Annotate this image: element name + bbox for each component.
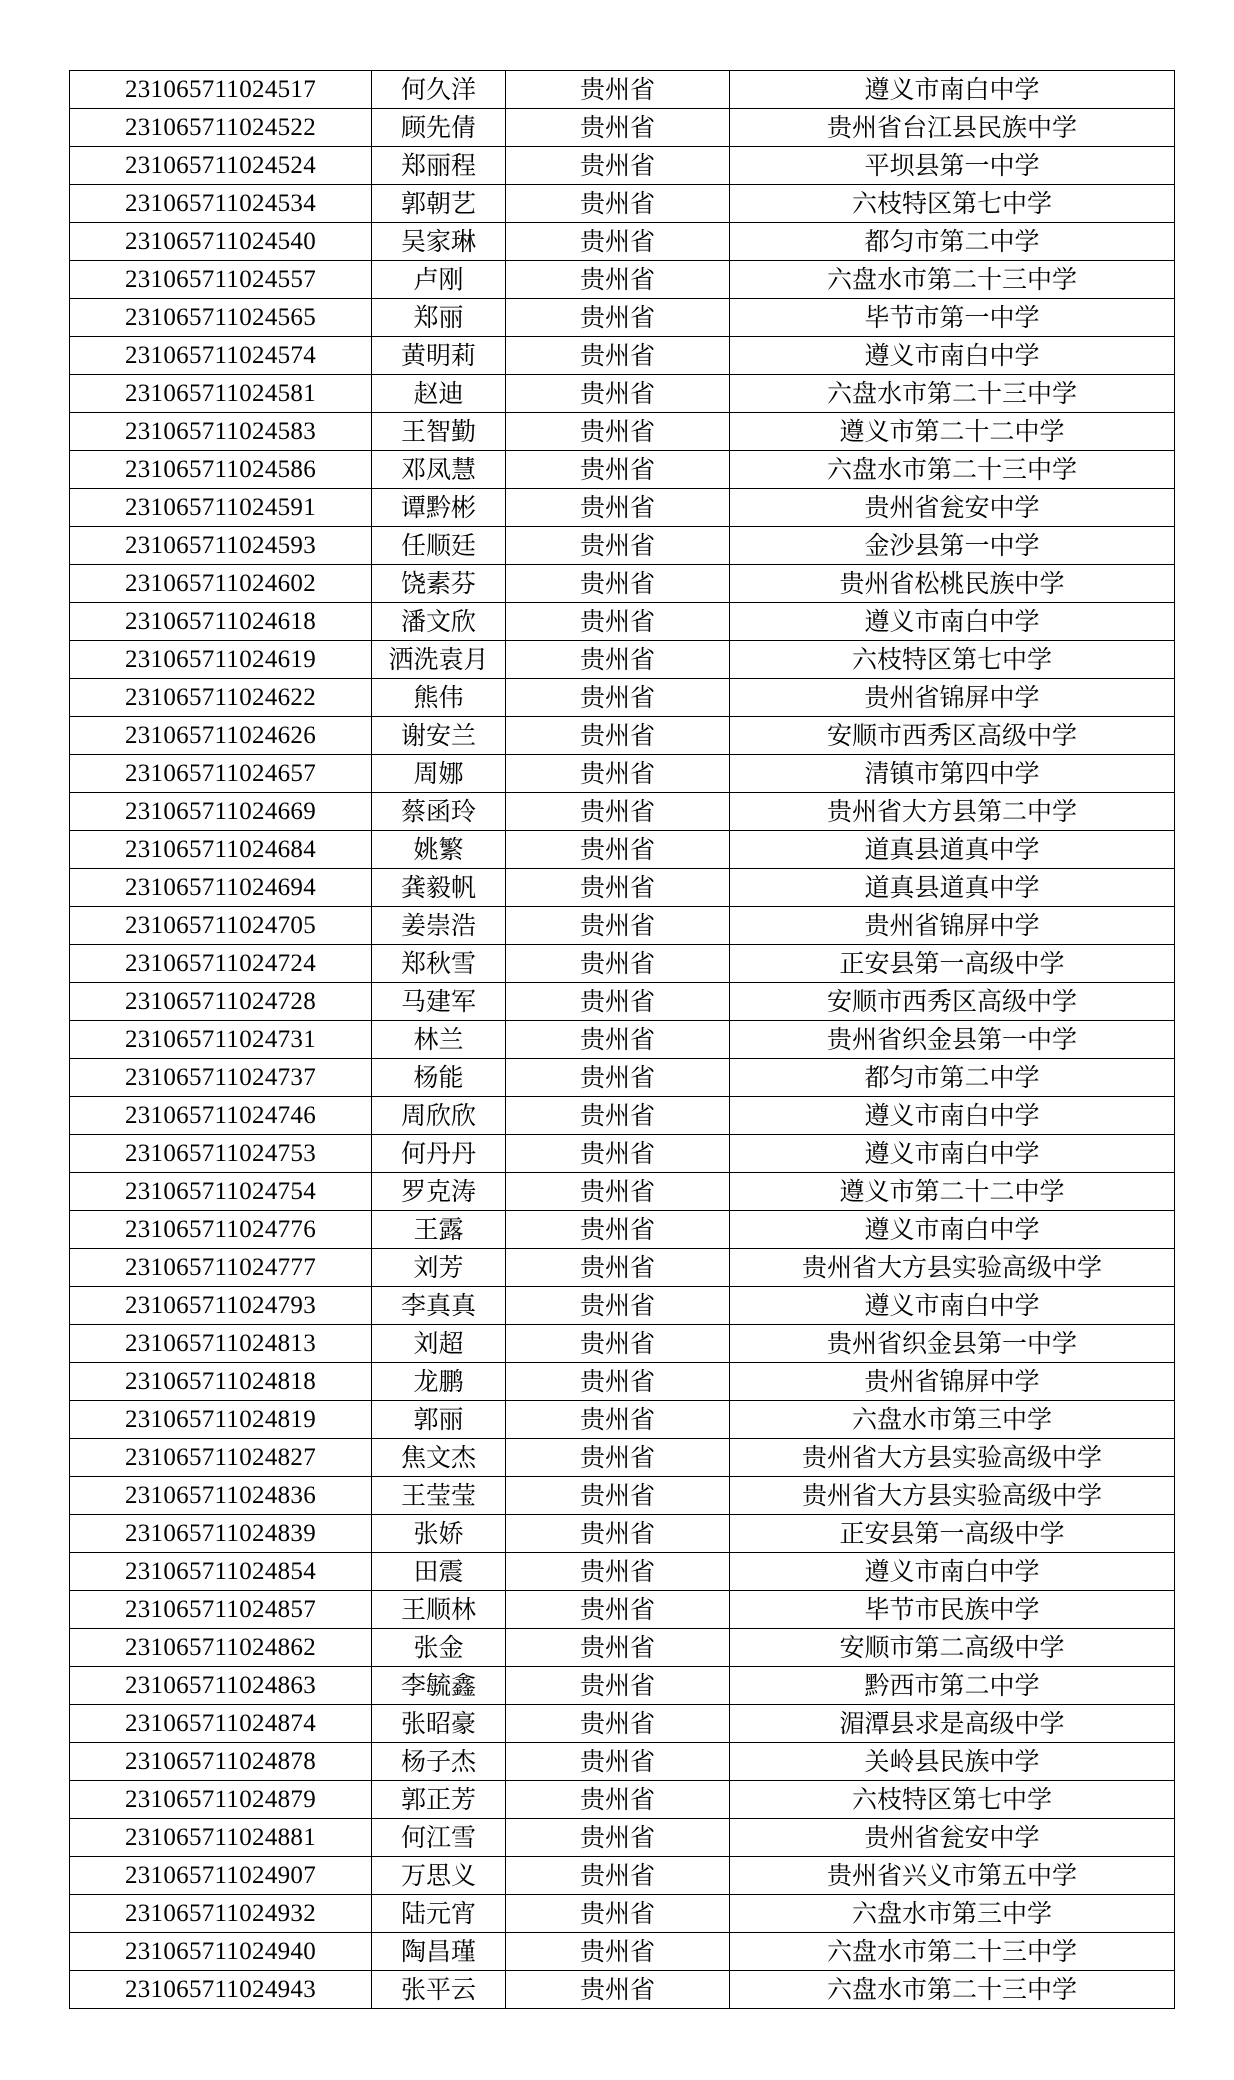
student-name-cell: 王顺林: [372, 1591, 506, 1629]
table-row: [70, 1515, 1175, 1553]
province-cell: 贵州省: [506, 1325, 730, 1363]
student-name-cell: 陶昌瑾: [372, 1933, 506, 1971]
candidate-id-cell: 231065711024586: [70, 451, 372, 489]
student-name-cell: 龙鹏: [372, 1363, 506, 1401]
school-name-cell: 道真县道真中学: [730, 831, 1175, 869]
school-name-cell: 遵义市南白中学: [730, 71, 1175, 109]
table-row: [70, 1895, 1175, 1933]
table-row: [70, 907, 1175, 945]
school-name-cell: 六盘水市第二十三中学: [730, 261, 1175, 299]
province-cell: 贵州省: [506, 1667, 730, 1705]
student-name-cell: 张昭豪: [372, 1705, 506, 1743]
candidate-id-cell: 231065711024737: [70, 1059, 372, 1097]
candidate-id-cell: 231065711024819: [70, 1401, 372, 1439]
province-cell: 贵州省: [506, 603, 730, 641]
school-name-cell: 毕节市第一中学: [730, 299, 1175, 337]
table-row: [70, 1401, 1175, 1439]
student-name-cell: 王莹莹: [372, 1477, 506, 1515]
candidate-id-cell: 231065711024731: [70, 1021, 372, 1059]
province-cell: 贵州省: [506, 337, 730, 375]
roster-table-body: [70, 71, 1175, 2009]
candidate-id-cell: 231065711024932: [70, 1895, 372, 1933]
student-name-cell: 姜崇浩: [372, 907, 506, 945]
candidate-id-cell: 231065711024602: [70, 565, 372, 603]
table-row: [70, 755, 1175, 793]
school-name-cell: 贵州省锦屏中学: [730, 907, 1175, 945]
province-cell: 贵州省: [506, 489, 730, 527]
province-cell: 贵州省: [506, 527, 730, 565]
table-row: [70, 793, 1175, 831]
school-name-cell: 贵州省大方县实验高级中学: [730, 1477, 1175, 1515]
table-row: [70, 1439, 1175, 1477]
table-row: [70, 869, 1175, 907]
province-cell: 贵州省: [506, 185, 730, 223]
school-name-cell: 贵州省兴义市第五中学: [730, 1857, 1175, 1895]
candidate-id-cell: 231065711024593: [70, 527, 372, 565]
province-cell: 贵州省: [506, 1857, 730, 1895]
school-name-cell: 毕节市民族中学: [730, 1591, 1175, 1629]
school-name-cell: 都匀市第二中学: [730, 1059, 1175, 1097]
province-cell: 贵州省: [506, 1401, 730, 1439]
table-row: [70, 1287, 1175, 1325]
table-row: [70, 299, 1175, 337]
student-name-cell: 郭正芳: [372, 1781, 506, 1819]
student-name-cell: 焦文杰: [372, 1439, 506, 1477]
school-name-cell: 六盘水市第二十三中学: [730, 375, 1175, 413]
student-name-cell: 饶素芬: [372, 565, 506, 603]
candidate-id-cell: 231065711024524: [70, 147, 372, 185]
table-row: [70, 603, 1175, 641]
student-name-cell: 刘超: [372, 1325, 506, 1363]
school-name-cell: 贵州省大方县第二中学: [730, 793, 1175, 831]
student-name-cell: 刘芳: [372, 1249, 506, 1287]
table-row: [70, 717, 1175, 755]
table-row: [70, 679, 1175, 717]
student-name-cell: 郑丽程: [372, 147, 506, 185]
candidate-id-cell: 231065711024854: [70, 1553, 372, 1591]
school-name-cell: 安顺市西秀区高级中学: [730, 717, 1175, 755]
province-cell: 贵州省: [506, 413, 730, 451]
school-name-cell: 贵州省织金县第一中学: [730, 1325, 1175, 1363]
province-cell: 贵州省: [506, 755, 730, 793]
student-name-cell: 谢安兰: [372, 717, 506, 755]
province-cell: 贵州省: [506, 1895, 730, 1933]
school-name-cell: 六盘水市第三中学: [730, 1895, 1175, 1933]
student-name-cell: 洒洗袁月: [372, 641, 506, 679]
student-name-cell: 何久洋: [372, 71, 506, 109]
province-cell: 贵州省: [506, 1363, 730, 1401]
student-name-cell: 何江雪: [372, 1819, 506, 1857]
candidate-id-cell: 231065711024669: [70, 793, 372, 831]
province-cell: 贵州省: [506, 1819, 730, 1857]
school-name-cell: 六盘水市第二十三中学: [730, 1933, 1175, 1971]
school-name-cell: 遵义市南白中学: [730, 1211, 1175, 1249]
school-name-cell: 安顺市第二高级中学: [730, 1629, 1175, 1667]
candidate-id-cell: 231065711024818: [70, 1363, 372, 1401]
candidate-id-cell: 231065711024694: [70, 869, 372, 907]
table-row: [70, 147, 1175, 185]
province-cell: 贵州省: [506, 1971, 730, 2009]
student-name-cell: 潘文欣: [372, 603, 506, 641]
school-name-cell: 贵州省锦屏中学: [730, 679, 1175, 717]
province-cell: 贵州省: [506, 1705, 730, 1743]
table-row: [70, 1819, 1175, 1857]
school-name-cell: 正安县第一高级中学: [730, 945, 1175, 983]
document-page: [69, 70, 1175, 2009]
table-row: [70, 565, 1175, 603]
province-cell: 贵州省: [506, 1173, 730, 1211]
candidate-id-cell: 231065711024857: [70, 1591, 372, 1629]
school-name-cell: 贵州省大方县实验高级中学: [730, 1439, 1175, 1477]
candidate-id-cell: 231065711024591: [70, 489, 372, 527]
candidate-id-cell: 231065711024557: [70, 261, 372, 299]
school-name-cell: 遵义市南白中学: [730, 1553, 1175, 1591]
candidate-id-cell: 231065711024754: [70, 1173, 372, 1211]
candidate-id-cell: 231065711024618: [70, 603, 372, 641]
candidate-id-cell: 231065711024583: [70, 413, 372, 451]
table-row: [70, 109, 1175, 147]
table-row: [70, 185, 1175, 223]
candidate-id-cell: 231065711024619: [70, 641, 372, 679]
table-row: [70, 1059, 1175, 1097]
student-name-cell: 姚繁: [372, 831, 506, 869]
school-name-cell: 遵义市南白中学: [730, 1135, 1175, 1173]
school-name-cell: 六枝特区第七中学: [730, 1781, 1175, 1819]
candidate-id-cell: 231065711024813: [70, 1325, 372, 1363]
candidate-id-cell: 231065711024522: [70, 109, 372, 147]
school-name-cell: 湄潭县求是高级中学: [730, 1705, 1175, 1743]
school-name-cell: 六枝特区第七中学: [730, 641, 1175, 679]
student-name-cell: 任顺廷: [372, 527, 506, 565]
province-cell: 贵州省: [506, 1249, 730, 1287]
province-cell: 贵州省: [506, 1211, 730, 1249]
school-name-cell: 黔西市第二中学: [730, 1667, 1175, 1705]
school-name-cell: 贵州省瓮安中学: [730, 489, 1175, 527]
province-cell: 贵州省: [506, 1477, 730, 1515]
student-name-cell: 龚毅帆: [372, 869, 506, 907]
student-name-cell: 何丹丹: [372, 1135, 506, 1173]
student-name-cell: 郭朝艺: [372, 185, 506, 223]
school-name-cell: 遵义市第二十二中学: [730, 1173, 1175, 1211]
student-name-cell: 万思义: [372, 1857, 506, 1895]
school-name-cell: 遵义市南白中学: [730, 603, 1175, 641]
student-name-cell: 杨子杰: [372, 1743, 506, 1781]
candidate-id-cell: 231065711024839: [70, 1515, 372, 1553]
school-name-cell: 遵义市第二十二中学: [730, 413, 1175, 451]
student-name-cell: 王智勤: [372, 413, 506, 451]
table-row: [70, 375, 1175, 413]
candidate-id-cell: 231065711024705: [70, 907, 372, 945]
table-row: [70, 1971, 1175, 2009]
student-name-cell: 谭黔彬: [372, 489, 506, 527]
candidate-id-cell: 231065711024657: [70, 755, 372, 793]
table-row: [70, 71, 1175, 109]
table-row: [70, 1591, 1175, 1629]
student-name-cell: 陆元宵: [372, 1895, 506, 1933]
province-cell: 贵州省: [506, 1629, 730, 1667]
roster-table: [69, 70, 1175, 2009]
province-cell: 贵州省: [506, 1097, 730, 1135]
province-cell: 贵州省: [506, 641, 730, 679]
candidate-id-cell: 231065711024879: [70, 1781, 372, 1819]
candidate-id-cell: 231065711024878: [70, 1743, 372, 1781]
province-cell: 贵州省: [506, 223, 730, 261]
student-name-cell: 田震: [372, 1553, 506, 1591]
province-cell: 贵州省: [506, 71, 730, 109]
table-row: [70, 1021, 1175, 1059]
province-cell: 贵州省: [506, 451, 730, 489]
table-row: [70, 1173, 1175, 1211]
candidate-id-cell: 231065711024827: [70, 1439, 372, 1477]
student-name-cell: 李毓鑫: [372, 1667, 506, 1705]
province-cell: 贵州省: [506, 147, 730, 185]
province-cell: 贵州省: [506, 983, 730, 1021]
province-cell: 贵州省: [506, 1287, 730, 1325]
student-name-cell: 杨能: [372, 1059, 506, 1097]
table-row: [70, 489, 1175, 527]
table-row: [70, 261, 1175, 299]
candidate-id-cell: 231065711024517: [70, 71, 372, 109]
student-name-cell: 林兰: [372, 1021, 506, 1059]
student-name-cell: 吴家琳: [372, 223, 506, 261]
province-cell: 贵州省: [506, 1553, 730, 1591]
candidate-id-cell: 231065711024724: [70, 945, 372, 983]
province-cell: 贵州省: [506, 1743, 730, 1781]
candidate-id-cell: 231065711024540: [70, 223, 372, 261]
candidate-id-cell: 231065711024836: [70, 1477, 372, 1515]
province-cell: 贵州省: [506, 679, 730, 717]
province-cell: 贵州省: [506, 1059, 730, 1097]
table-row: [70, 337, 1175, 375]
table-row: [70, 413, 1175, 451]
province-cell: 贵州省: [506, 565, 730, 603]
student-name-cell: 邓凤慧: [372, 451, 506, 489]
candidate-id-cell: 231065711024881: [70, 1819, 372, 1857]
candidate-id-cell: 231065711024874: [70, 1705, 372, 1743]
province-cell: 贵州省: [506, 1781, 730, 1819]
student-name-cell: 熊伟: [372, 679, 506, 717]
table-row: [70, 1553, 1175, 1591]
candidate-id-cell: 231065711024863: [70, 1667, 372, 1705]
candidate-id-cell: 231065711024574: [70, 337, 372, 375]
school-name-cell: 遵义市南白中学: [730, 1287, 1175, 1325]
student-name-cell: 周娜: [372, 755, 506, 793]
table-row: [70, 831, 1175, 869]
school-name-cell: 正安县第一高级中学: [730, 1515, 1175, 1553]
province-cell: 贵州省: [506, 1439, 730, 1477]
school-name-cell: 贵州省大方县实验高级中学: [730, 1249, 1175, 1287]
province-cell: 贵州省: [506, 907, 730, 945]
province-cell: 贵州省: [506, 109, 730, 147]
candidate-id-cell: 231065711024776: [70, 1211, 372, 1249]
candidate-id-cell: 231065711024753: [70, 1135, 372, 1173]
table-row: [70, 1097, 1175, 1135]
student-name-cell: 马建军: [372, 983, 506, 1021]
province-cell: 贵州省: [506, 1933, 730, 1971]
table-row: [70, 223, 1175, 261]
student-name-cell: 李真真: [372, 1287, 506, 1325]
table-row: [70, 1667, 1175, 1705]
school-name-cell: 六枝特区第七中学: [730, 185, 1175, 223]
school-name-cell: 六盘水市第二十三中学: [730, 1971, 1175, 2009]
school-name-cell: 遵义市南白中学: [730, 337, 1175, 375]
table-row: [70, 527, 1175, 565]
province-cell: 贵州省: [506, 869, 730, 907]
province-cell: 贵州省: [506, 717, 730, 755]
candidate-id-cell: 231065711024684: [70, 831, 372, 869]
candidate-id-cell: 231065711024907: [70, 1857, 372, 1895]
school-name-cell: 道真县道真中学: [730, 869, 1175, 907]
table-row: [70, 1249, 1175, 1287]
student-name-cell: 王露: [372, 1211, 506, 1249]
school-name-cell: 贵州省瓮安中学: [730, 1819, 1175, 1857]
table-row: [70, 1325, 1175, 1363]
student-name-cell: 顾先倩: [372, 109, 506, 147]
table-row: [70, 451, 1175, 489]
province-cell: 贵州省: [506, 793, 730, 831]
candidate-id-cell: 231065711024777: [70, 1249, 372, 1287]
province-cell: 贵州省: [506, 1591, 730, 1629]
candidate-id-cell: 231065711024728: [70, 983, 372, 1021]
province-cell: 贵州省: [506, 1021, 730, 1059]
table-row: [70, 641, 1175, 679]
candidate-id-cell: 231065711024622: [70, 679, 372, 717]
student-name-cell: 罗克涛: [372, 1173, 506, 1211]
candidate-id-cell: 231065711024534: [70, 185, 372, 223]
table-row: [70, 1933, 1175, 1971]
student-name-cell: 赵迪: [372, 375, 506, 413]
student-name-cell: 郭丽: [372, 1401, 506, 1439]
candidate-id-cell: 231065711024626: [70, 717, 372, 755]
school-name-cell: 清镇市第四中学: [730, 755, 1175, 793]
school-name-cell: 六盘水市第二十三中学: [730, 451, 1175, 489]
school-name-cell: 都匀市第二中学: [730, 223, 1175, 261]
school-name-cell: 金沙县第一中学: [730, 527, 1175, 565]
student-name-cell: 张金: [372, 1629, 506, 1667]
student-name-cell: 郑秋雪: [372, 945, 506, 983]
candidate-id-cell: 231065711024746: [70, 1097, 372, 1135]
student-name-cell: 张平云: [372, 1971, 506, 2009]
school-name-cell: 贵州省松桃民族中学: [730, 565, 1175, 603]
table-row: [70, 1211, 1175, 1249]
school-name-cell: 安顺市西秀区高级中学: [730, 983, 1175, 1021]
table-row: [70, 1857, 1175, 1895]
candidate-id-cell: 231065711024862: [70, 1629, 372, 1667]
table-row: [70, 1629, 1175, 1667]
table-row: [70, 1743, 1175, 1781]
school-name-cell: 贵州省台江县民族中学: [730, 109, 1175, 147]
candidate-id-cell: 231065711024565: [70, 299, 372, 337]
candidate-id-cell: 231065711024793: [70, 1287, 372, 1325]
student-name-cell: 卢刚: [372, 261, 506, 299]
student-name-cell: 蔡函玲: [372, 793, 506, 831]
province-cell: 贵州省: [506, 1135, 730, 1173]
province-cell: 贵州省: [506, 375, 730, 413]
candidate-id-cell: 231065711024940: [70, 1933, 372, 1971]
table-row: [70, 1477, 1175, 1515]
student-name-cell: 张娇: [372, 1515, 506, 1553]
school-name-cell: 贵州省织金县第一中学: [730, 1021, 1175, 1059]
province-cell: 贵州省: [506, 945, 730, 983]
table-row: [70, 1135, 1175, 1173]
table-row: [70, 983, 1175, 1021]
school-name-cell: 关岭县民族中学: [730, 1743, 1175, 1781]
table-row: [70, 1363, 1175, 1401]
school-name-cell: 贵州省锦屏中学: [730, 1363, 1175, 1401]
province-cell: 贵州省: [506, 299, 730, 337]
province-cell: 贵州省: [506, 831, 730, 869]
candidate-id-cell: 231065711024943: [70, 1971, 372, 2009]
school-name-cell: 平坝县第一中学: [730, 147, 1175, 185]
table-row: [70, 945, 1175, 983]
province-cell: 贵州省: [506, 261, 730, 299]
candidate-id-cell: 231065711024581: [70, 375, 372, 413]
school-name-cell: 六盘水市第三中学: [730, 1401, 1175, 1439]
student-name-cell: 周欣欣: [372, 1097, 506, 1135]
province-cell: 贵州省: [506, 1515, 730, 1553]
student-name-cell: 黄明莉: [372, 337, 506, 375]
student-name-cell: 郑丽: [372, 299, 506, 337]
table-row: [70, 1781, 1175, 1819]
table-row: [70, 1705, 1175, 1743]
school-name-cell: 遵义市南白中学: [730, 1097, 1175, 1135]
